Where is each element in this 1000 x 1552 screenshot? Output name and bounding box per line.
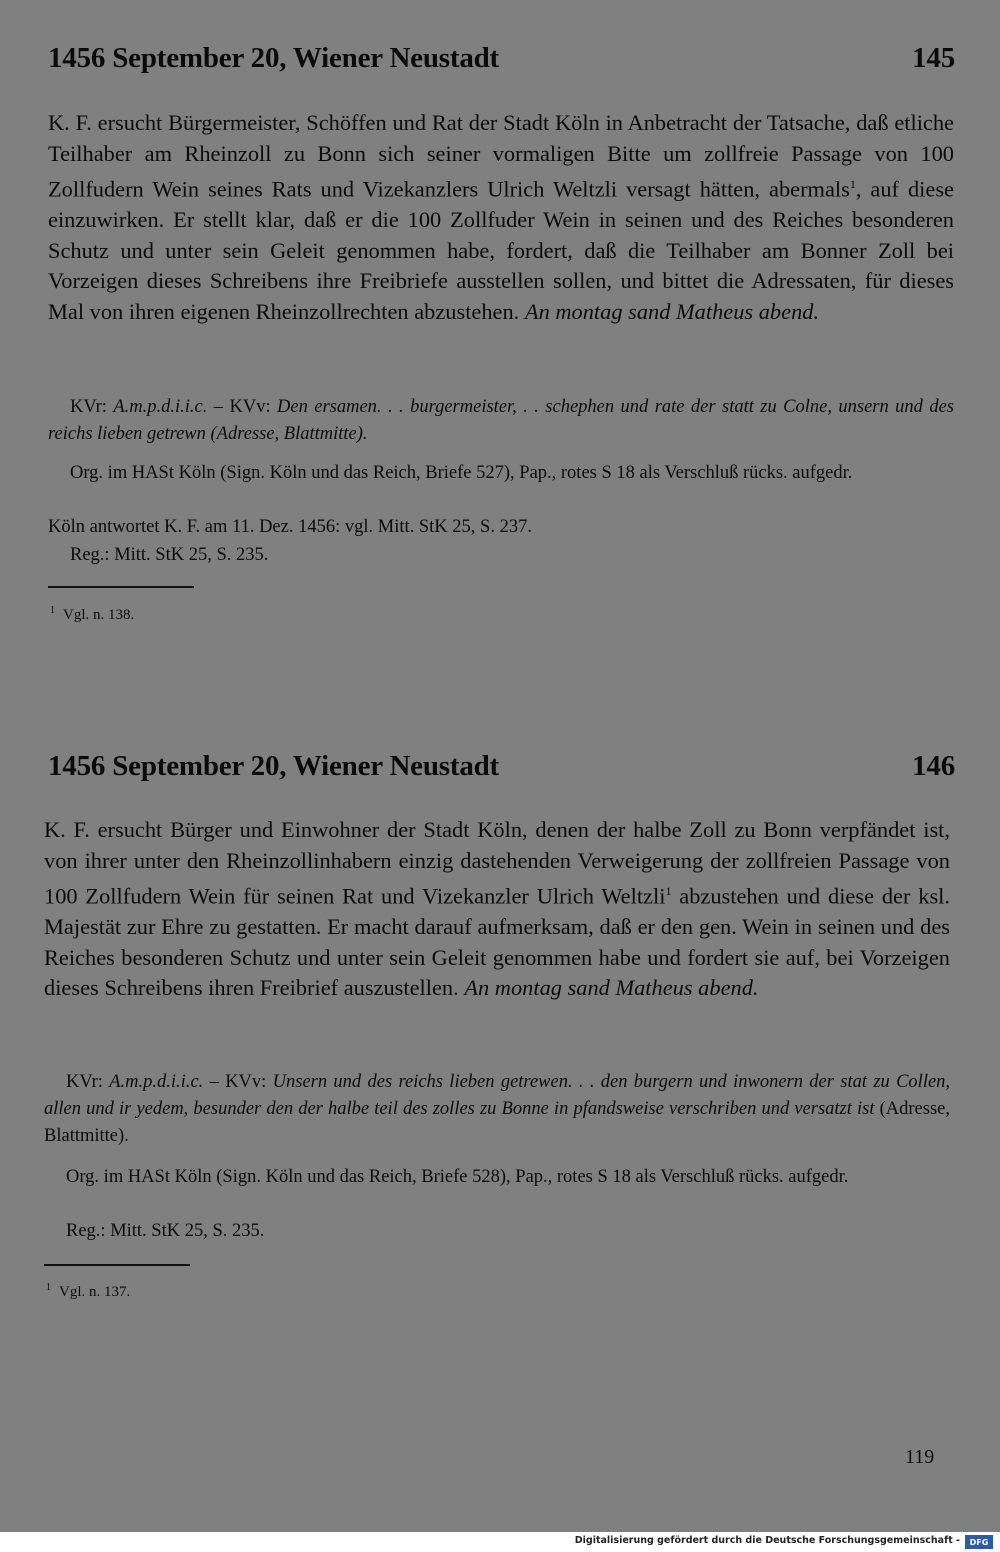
kv-label: KVr:	[70, 397, 107, 417]
footnote-rule	[44, 1264, 190, 1266]
kv-text: A.m.p.d.i.i.c.	[113, 397, 208, 417]
kv-label: KVr:	[66, 1072, 103, 1092]
kv-text: Den ersamen. . . burgermeister, . . schephen und rate der statt zu Colne, unsern und des reichs lieben getrewn (Adresse, Blattmitte).	[48, 397, 955, 444]
kv-separator: –	[209, 1072, 219, 1092]
footnote-ref: 1	[849, 177, 856, 192]
answer-note-145: Köln antwortet K. F. am 11. Dez. 1456: vgl. Mitt. StK 25, S. 237.	[48, 517, 532, 537]
footnote-145	[50, 601, 134, 625]
date-phrase: An montag sand Matheus abend.	[464, 975, 759, 1001]
footnote-146	[46, 1278, 130, 1302]
kv-label: KVv:	[229, 397, 271, 417]
summary-text-cont: , auf diese einzuwirken. Er stellt klar, daß er die 100 Zollfuder Wein in seinen und des Reiches besonderen Schutz und unter sein Geleit genommen habe, fordert, daß die Teilhaber am Bonner Zoll bei Vorzeigen dieses Schreibens ihre Freibriefe ausstellen sollen, und bittet die Adressaten, für dieses Mal von ihren eigenen Rheinzollrechten abzustehen.	[48, 176, 954, 325]
footnote-text: Vgl. n. 137.	[59, 1284, 131, 1300]
footnote-mark: 1	[46, 1282, 51, 1293]
entry-number: 146	[912, 750, 955, 782]
entry-heading-146	[48, 750, 955, 783]
entry-summary-146	[44, 815, 950, 1004]
footnote-text: Vgl. n. 138.	[63, 607, 135, 623]
entry-number: 145	[912, 42, 955, 74]
summary-text: K. F. ersucht Bürger und Einwohner der Stadt Köln, denen der halbe Zoll zu Bonn verpfändet ist, von ihrer unter den Rheinzollinhabern einzig dastehenden Verweigerung der zollfreien Passage von 100 Zollfudern Wein für seinen Rat und Vizekanzler Ulrich Weltzli	[44, 817, 950, 909]
entry-summary-145	[48, 108, 954, 328]
kv-tail: (Adresse, Blattmitte).	[44, 1099, 950, 1146]
kanzleivermerk-146	[44, 1069, 950, 1150]
kv-text: Unsern und des reichs lieben getrewen. . . den burgern und inwonern der stat zu Collen, allen und ir yedem, besunder den der halbe teil des zolles zu Bonne in pfandsweise verschriben und versatzt ist	[44, 1072, 951, 1119]
footnote-ref: 1	[665, 884, 672, 899]
dfg-logo: DFG	[965, 1535, 993, 1549]
entry-date-place: 1456 September 20, Wiener Neustadt	[48, 750, 500, 782]
credit-text: Digitalisierung gefördert durch die Deutsche Forschungsgemeinschaft -	[574, 1535, 960, 1546]
page-number: 119	[905, 1446, 935, 1468]
source-note-146: Org. im HASt Köln (Sign. Köln und das Reich, Briefe 528), Pap., rotes S 18 als Verschluß rücks. aufgedr.	[66, 1167, 849, 1187]
regest-note-145: Reg.: Mitt. StK 25, S. 235.	[70, 545, 269, 565]
regest-note-146: Reg.: Mitt. StK 25, S. 235.	[66, 1221, 265, 1241]
summary-text-cont: abzustehen und diese der ksl. Majestät zur Ehre zu gestatten. Er macht darauf aufmerksam, daß er den gen. Wein in seinen und des Reiches besonderen Schutz und unter sein Geleit genommen habe und fordert sie auf, bei Vorzeigen dieses Schreibens ihren Freibrief auszustellen.	[44, 883, 950, 1001]
date-phrase: An montag sand Matheus abend.	[524, 299, 820, 325]
kv-label: KVv:	[225, 1072, 267, 1092]
footnote-mark: 1	[50, 605, 55, 616]
summary-text: K. F. ersucht Bürgermeister, Schöffen und Rat der Stadt Köln in Anbetracht der Tatsache, daß etliche Teilhaber am Rheinzoll zu Bonn sich seiner vormaligen Bitte um zollfreie Passage von 100 Zollfudern Wein seines Rats und Vizekanzlers Ulrich Weltzli versagt hätten, abermals	[48, 110, 954, 202]
footnote-rule	[48, 586, 194, 588]
digitization-credit-bar	[0, 1532, 1000, 1552]
source-note-145: Org. im HASt Köln (Sign. Köln und das Reich, Briefe 527), Pap., rotes S 18 als Verschluß rücks. aufgedr.	[70, 463, 853, 483]
kv-separator: –	[213, 397, 224, 417]
kv-text: A.m.p.d.i.i.c.	[109, 1072, 204, 1092]
entry-date-place: 1456 September 20, Wiener Neustadt	[48, 42, 500, 74]
kanzleivermerk-145	[48, 394, 954, 448]
entry-heading-145	[48, 42, 955, 75]
